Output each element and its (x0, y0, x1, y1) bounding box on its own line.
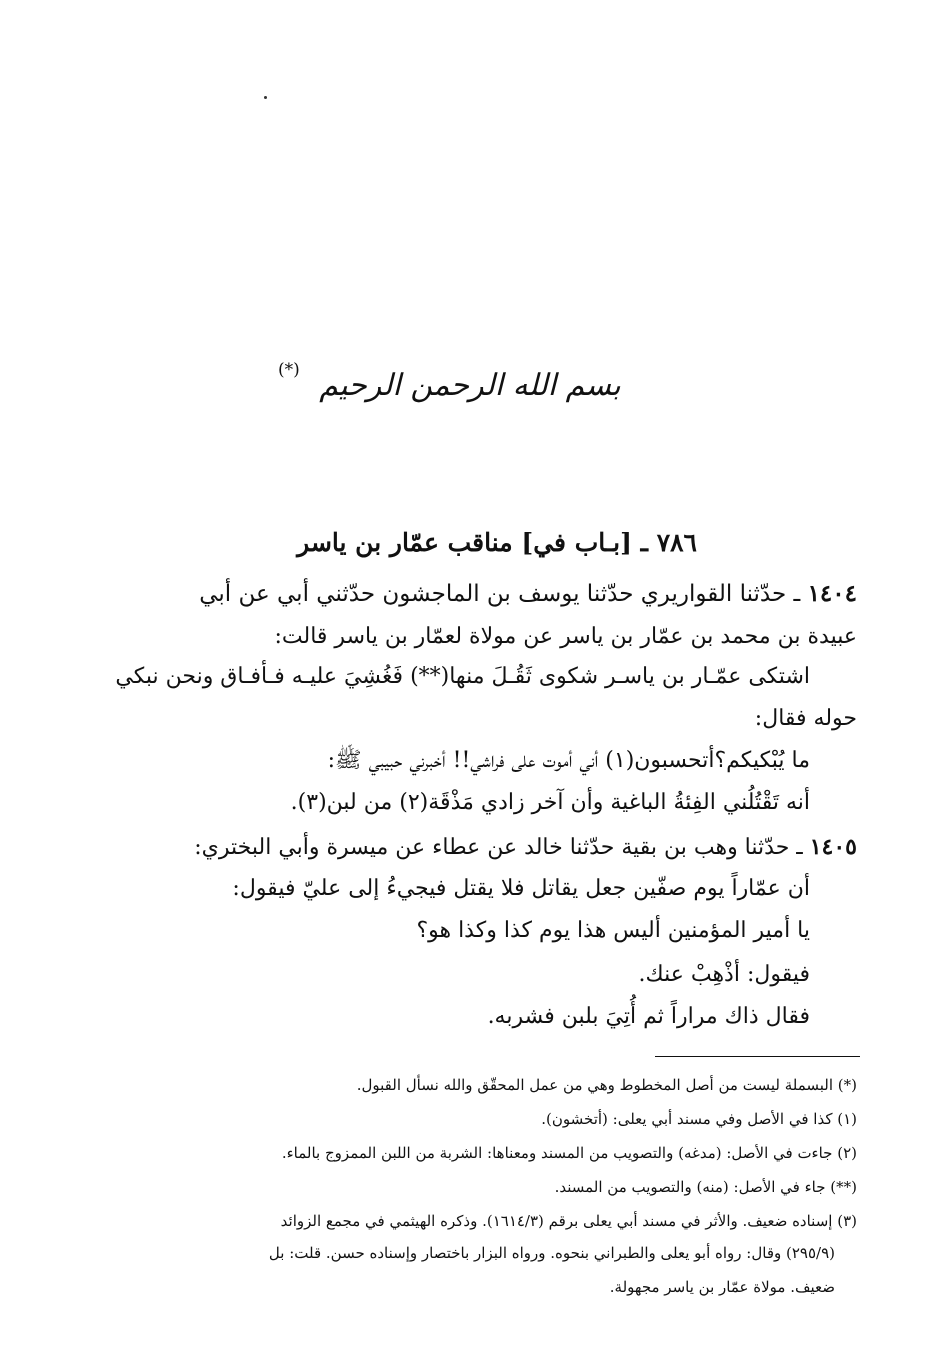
body-line-6 (291, 790, 810, 815)
basmala-text: بسم الله الرحمن الرحيم (319, 368, 621, 403)
footnote-2: (٢) جاءت في الأصل: (مدغه) والتصويب من المسند ومعناها: الشربة من اللبن الممزوج بالماء. (281, 1144, 857, 1162)
body-line-10 (639, 962, 810, 987)
footnote-double-star: (**) جاء في الأصل: (منه) والتصويب من المسند. (554, 1178, 857, 1196)
line-text: حوله فقال: (754, 706, 857, 731)
chapter-heading: ٧٨٦ ـ [بـاب في] مناقب عمّار بن ياسر (297, 528, 697, 557)
footnote-separator (655, 1056, 860, 1057)
body-line-8 (232, 876, 810, 901)
basmala-footnote-mark: (*) (278, 360, 300, 380)
body-line-2 (275, 624, 858, 649)
body-line-4 (755, 706, 857, 731)
footnote-1: (١) كذا في الأصل وفي مسند أبي يعلى: (أتخشون). (541, 1110, 857, 1128)
footnote-3-line-2: (٢٩٥/٩) وقال: رواه أبو يعلى والطبراني بنحوه. ورواه البزار باختصار وإسناده حسن. قلت: بل (268, 1244, 835, 1262)
line-text: ـ حدّثنا القواريري حدّثنا يوسف بن الماجشون حدّثني أبي عن أبي (199, 581, 808, 607)
line-text: يا أمير المؤمنين أليس هذا يوم كذا وكذا هو؟ (416, 918, 810, 943)
line-text: فقال ذاك مراراً ثم أُتِيَ بلبن فشربه. (487, 1004, 810, 1029)
footnote-3: (٣) إسناده ضعيف. والأثر في مسند أبي يعلى برقم (١٦١٤/٣). وذكره الهيثمي في مجمع الزوائد (280, 1212, 857, 1230)
body-line-11 (488, 1004, 810, 1029)
line-text: عبيدة بن محمد بن عمّار بن ياسر عن مولاة لعمّار بن ياسر قالت: (274, 624, 857, 649)
line-text: فيقول: أذْهِبْ عنك. (638, 962, 810, 987)
body-line-9 (416, 918, 810, 943)
footnote-3-line-3: ضعيف. مولاة عمّار بن ياسر مجهولة. (609, 1278, 835, 1296)
body-line-5 (328, 746, 810, 778)
hadith-number: ١٤٠٥ (809, 834, 857, 860)
line-text: ـ حدّثنا وهب بن بقية حدّثنا خالد عن عطاء عن ميسرة وأبي البختري: (194, 835, 810, 860)
basmala-header (270, 362, 670, 422)
body-line-3 (115, 664, 810, 689)
footnote-basmala: (*) البسملة ليست من أصل المخطوط وهي من عمل المحقّق والله نسأل القبول. (356, 1076, 857, 1094)
body-line-1 (199, 580, 857, 607)
hadith-number: ١٤٠٤ (807, 580, 857, 607)
line-text: اشتكى عمّـار بن ياسـر شكوى ثَقُـلَ منها(**) فَغُشِيَ عليـه فـأفـاق ونحن نبكي (115, 664, 810, 689)
body-line-7 (194, 834, 857, 860)
line-text: أنه تَقْتُلُني الفِئةُ الباغية وأن آخر زادي مَذْقَة(٢) من لبن(٣). (290, 790, 810, 815)
line-text: أن عمّاراً يوم صفّين جعل يقاتل فلا يقتل فيجيءُ إلى عليّ فيقول: (232, 876, 810, 901)
speck-mark (264, 96, 267, 99)
line-text: ما يُبْكيكم؟أتحسبون(١) أني أموت على فراشي!! أخبرني حبيبي ﷺ: (327, 748, 810, 773)
